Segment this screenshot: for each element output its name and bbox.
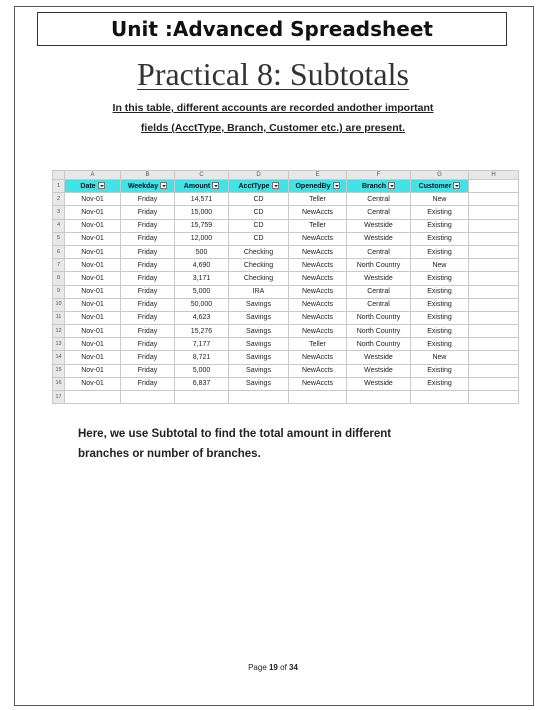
table-row	[53, 206, 519, 219]
empty-cell[interactable]	[469, 285, 519, 298]
data-cell[interactable]: Nov-01	[65, 364, 121, 377]
data-cell[interactable]: Nov-01	[65, 245, 121, 258]
data-cell[interactable]: Westside	[347, 219, 411, 232]
row-number-6[interactable]: 6	[53, 245, 65, 258]
row-number-11[interactable]: 11	[53, 311, 65, 324]
data-cell[interactable]: NewAccts	[289, 245, 347, 258]
data-cell[interactable]: NewAccts	[289, 285, 347, 298]
data-cell[interactable]: Existing	[411, 364, 469, 377]
data-cell[interactable]: CD	[229, 193, 289, 206]
data-cell[interactable]: NewAccts	[289, 364, 347, 377]
field-name: Amount	[183, 182, 211, 190]
data-cell[interactable]: Westside	[347, 351, 411, 364]
row-number-12[interactable]: 12	[53, 325, 65, 338]
field-name: Customer	[418, 182, 452, 190]
data-cell[interactable]: Nov-01	[65, 285, 121, 298]
field-header-cell[interactable]	[289, 180, 347, 193]
row-number-2[interactable]: 2	[53, 193, 65, 206]
data-cell[interactable]: Central	[347, 245, 411, 258]
data-cell[interactable]: Friday	[121, 364, 175, 377]
row-number-15[interactable]: 15	[53, 364, 65, 377]
field-header-cell[interactable]	[121, 180, 175, 193]
empty-cell[interactable]	[469, 180, 519, 193]
data-cell[interactable]: Friday	[121, 206, 175, 219]
data-cell[interactable]: 8,721	[175, 351, 229, 364]
table-row	[53, 377, 519, 390]
data-cell[interactable]: Friday	[121, 272, 175, 285]
data-cell[interactable]: North Country	[347, 338, 411, 351]
data-cell[interactable]: Friday	[121, 285, 175, 298]
data-cell[interactable]: New	[411, 193, 469, 206]
footer-total-pages: 34	[289, 663, 298, 672]
data-cell[interactable]: 5,000	[175, 285, 229, 298]
data-cell[interactable]: New	[411, 351, 469, 364]
table-row	[53, 311, 519, 324]
row-number-9[interactable]: 9	[53, 285, 65, 298]
data-cell[interactable]: Existing	[411, 219, 469, 232]
intro-text	[40, 98, 506, 138]
field-header-cell[interactable]	[65, 180, 121, 193]
filter-dropdown-icon[interactable]	[98, 182, 105, 189]
column-letter-e[interactable]: E	[289, 171, 347, 180]
data-cell[interactable]: Savings	[229, 351, 289, 364]
data-cell[interactable]: Nov-01	[65, 351, 121, 364]
data-cell[interactable]: NewAccts	[289, 298, 347, 311]
data-cell[interactable]: 3,171	[175, 272, 229, 285]
data-cell[interactable]: Friday	[121, 351, 175, 364]
row-number-4[interactable]: 4	[53, 219, 65, 232]
field-name: Branch	[361, 182, 387, 190]
field-name: OpenedBy	[295, 182, 331, 190]
data-cell[interactable]: NewAccts	[289, 272, 347, 285]
unit-title: Unit :Advanced Spreadsheet	[111, 17, 433, 41]
column-letter-h[interactable]: H	[469, 171, 519, 180]
data-cell[interactable]: IRA	[229, 285, 289, 298]
data-cell[interactable]: Savings	[229, 338, 289, 351]
data-cell[interactable]: NewAccts	[289, 259, 347, 272]
data-cell[interactable]: Central	[347, 298, 411, 311]
row-number-10[interactable]: 10	[53, 298, 65, 311]
description-line-1: Here, we use Subtotal to find the total amount in different	[78, 428, 392, 440]
column-letter-c[interactable]: C	[175, 171, 229, 180]
empty-cell[interactable]	[469, 219, 519, 232]
data-cell[interactable]: Existing	[411, 272, 469, 285]
table-row	[53, 193, 519, 206]
table-row	[53, 232, 519, 245]
data-cell[interactable]: Westside	[347, 272, 411, 285]
data-cell[interactable]: Friday	[121, 245, 175, 258]
data-cell[interactable]: 7,177	[175, 338, 229, 351]
data-cell[interactable]: 15,000	[175, 206, 229, 219]
empty-cell[interactable]	[469, 338, 519, 351]
column-letter-a[interactable]: A	[65, 171, 121, 180]
table-row	[53, 245, 519, 258]
empty-cell[interactable]	[175, 391, 229, 404]
data-cell[interactable]: Existing	[411, 325, 469, 338]
data-cell[interactable]: North Country	[347, 311, 411, 324]
data-cell[interactable]: Checking	[229, 272, 289, 285]
data-cell[interactable]: North Country	[347, 325, 411, 338]
data-cell[interactable]: Central	[347, 285, 411, 298]
data-cell[interactable]: NewAccts	[289, 325, 347, 338]
data-cell[interactable]: CD	[229, 232, 289, 245]
data-cell[interactable]: Nov-01	[65, 259, 121, 272]
data-cell[interactable]: New	[411, 259, 469, 272]
field-header-cell[interactable]	[229, 180, 289, 193]
row-number-8[interactable]: 8	[53, 272, 65, 285]
row-number-13[interactable]: 13	[53, 338, 65, 351]
field-name: Date	[80, 182, 96, 190]
table-row	[53, 259, 519, 272]
data-cell[interactable]: 50,000	[175, 298, 229, 311]
field-name: AcctType	[238, 182, 270, 190]
table-row	[53, 272, 519, 285]
empty-cell[interactable]	[469, 232, 519, 245]
table-row	[53, 325, 519, 338]
field-header-cell[interactable]	[347, 180, 411, 193]
field-header-row	[53, 180, 519, 193]
data-cell[interactable]: 5,000	[175, 364, 229, 377]
column-letter-g[interactable]: G	[411, 171, 469, 180]
data-cell[interactable]: Friday	[121, 193, 175, 206]
table-row	[53, 219, 519, 232]
table-row	[53, 338, 519, 351]
data-cell[interactable]: Friday	[121, 377, 175, 390]
unit-title-box	[37, 12, 507, 46]
empty-cell[interactable]	[229, 391, 289, 404]
data-cell[interactable]: Westside	[347, 364, 411, 377]
row-number-3[interactable]: 3	[53, 206, 65, 219]
data-cell[interactable]: Central	[347, 193, 411, 206]
data-cell[interactable]: Existing	[411, 298, 469, 311]
data-cell[interactable]: 4,623	[175, 311, 229, 324]
data-cell[interactable]: CD	[229, 206, 289, 219]
table-row	[53, 298, 519, 311]
data-cell[interactable]: Teller	[289, 219, 347, 232]
table-row	[53, 285, 519, 298]
data-cell[interactable]: CD	[229, 219, 289, 232]
data-cell[interactable]: Friday	[121, 232, 175, 245]
data-cell[interactable]: Friday	[121, 298, 175, 311]
row-number-17[interactable]: 17	[53, 391, 65, 404]
data-cell[interactable]: Friday	[121, 338, 175, 351]
data-cell[interactable]: 6,837	[175, 377, 229, 390]
empty-cell[interactable]	[347, 391, 411, 404]
row-number-1[interactable]: 1	[53, 180, 65, 193]
field-header-cell[interactable]	[175, 180, 229, 193]
filter-dropdown-icon[interactable]	[212, 182, 219, 189]
footer-page-number: 19	[268, 663, 278, 672]
empty-cell[interactable]	[469, 245, 519, 258]
row-number-5[interactable]: 5	[53, 232, 65, 245]
row-number-16[interactable]: 16	[53, 377, 65, 390]
data-cell[interactable]: NewAccts	[289, 351, 347, 364]
row-number-14[interactable]: 14	[53, 351, 65, 364]
empty-cell[interactable]	[289, 391, 347, 404]
field-name: Weekday	[127, 182, 159, 190]
column-header-row	[53, 171, 519, 180]
empty-cell[interactable]	[469, 391, 519, 404]
data-cell[interactable]: 14,571	[175, 193, 229, 206]
data-cell[interactable]: Nov-01	[65, 206, 121, 219]
data-cell[interactable]: Nov-01	[65, 311, 121, 324]
data-cell[interactable]: Savings	[229, 364, 289, 377]
data-cell[interactable]: Nov-01	[65, 338, 121, 351]
practical-title: Practical 8: Subtotals	[137, 56, 409, 92]
empty-cell[interactable]	[469, 298, 519, 311]
data-cell[interactable]: Nov-01	[65, 219, 121, 232]
filter-dropdown-icon[interactable]	[272, 182, 279, 189]
data-cell[interactable]: NewAccts	[289, 377, 347, 390]
data-cell[interactable]: 12,000	[175, 232, 229, 245]
filter-dropdown-icon[interactable]	[333, 182, 340, 189]
data-cell[interactable]: Nov-01	[65, 325, 121, 338]
page-footer	[0, 663, 546, 672]
description-line-2: branches or number of branches.	[78, 448, 261, 460]
data-cell[interactable]: Checking	[229, 259, 289, 272]
intro-line-2: fields (AcctType, Branch, Customer etc.) are present.	[140, 122, 406, 134]
data-cell[interactable]: Savings	[229, 377, 289, 390]
corner-cell[interactable]	[53, 171, 65, 180]
empty-cell[interactable]	[469, 311, 519, 324]
data-cell[interactable]: Existing	[411, 206, 469, 219]
data-cell[interactable]: Existing	[411, 311, 469, 324]
description-text	[78, 424, 448, 464]
data-cell[interactable]: Savings	[229, 311, 289, 324]
table-row	[53, 364, 519, 377]
data-cell[interactable]: Existing	[411, 338, 469, 351]
data-cell[interactable]: Westside	[347, 377, 411, 390]
data-cell[interactable]: Existing	[411, 377, 469, 390]
data-cell[interactable]: 15,759	[175, 219, 229, 232]
empty-cell[interactable]	[411, 391, 469, 404]
empty-cell[interactable]	[121, 391, 175, 404]
data-cell[interactable]: Checking	[229, 245, 289, 258]
column-letter-d[interactable]: D	[229, 171, 289, 180]
data-cell[interactable]: 500	[175, 245, 229, 258]
empty-row	[53, 391, 519, 404]
data-cell[interactable]: Friday	[121, 259, 175, 272]
empty-cell[interactable]	[469, 351, 519, 364]
empty-cell[interactable]	[469, 364, 519, 377]
data-cell[interactable]: Teller	[289, 193, 347, 206]
data-cell[interactable]: Nov-01	[65, 377, 121, 390]
row-number-7[interactable]: 7	[53, 259, 65, 272]
column-letter-f[interactable]: F	[347, 171, 411, 180]
filter-dropdown-icon[interactable]	[388, 182, 395, 189]
data-cell[interactable]: Nov-01	[65, 193, 121, 206]
data-cell[interactable]: Friday	[121, 311, 175, 324]
data-cell[interactable]: Westside	[347, 232, 411, 245]
data-cell[interactable]: NewAccts	[289, 311, 347, 324]
data-cell[interactable]: Friday	[121, 325, 175, 338]
filter-dropdown-icon[interactable]	[453, 182, 460, 189]
empty-cell[interactable]	[469, 193, 519, 206]
field-header-cell[interactable]	[411, 180, 469, 193]
data-cell[interactable]: 15,276	[175, 325, 229, 338]
spreadsheet-table	[52, 170, 519, 404]
empty-cell[interactable]	[65, 391, 121, 404]
data-cell[interactable]: NewAccts	[289, 232, 347, 245]
data-cell[interactable]: Friday	[121, 219, 175, 232]
data-cell[interactable]: Nov-01	[65, 272, 121, 285]
column-letter-b[interactable]: B	[121, 171, 175, 180]
data-cell[interactable]: Existing	[411, 285, 469, 298]
filter-dropdown-icon[interactable]	[160, 182, 167, 189]
data-cell[interactable]: Existing	[411, 245, 469, 258]
empty-cell[interactable]	[469, 272, 519, 285]
data-cell[interactable]: Existing	[411, 232, 469, 245]
intro-line-1: In this table, different accounts are recorded andother important	[112, 102, 434, 114]
empty-cell[interactable]	[469, 325, 519, 338]
data-cell[interactable]: North Country	[347, 259, 411, 272]
empty-cell[interactable]	[469, 377, 519, 390]
empty-cell[interactable]	[469, 259, 519, 272]
data-cell[interactable]: Teller	[289, 338, 347, 351]
data-cell[interactable]: Nov-01	[65, 298, 121, 311]
data-cell[interactable]: Savings	[229, 325, 289, 338]
data-cell[interactable]: Savings	[229, 298, 289, 311]
footer-prefix: Page	[248, 663, 269, 672]
data-cell[interactable]: 4,690	[175, 259, 229, 272]
empty-cell[interactable]	[469, 206, 519, 219]
table-row	[53, 351, 519, 364]
footer-of: of	[277, 663, 290, 672]
data-cell[interactable]: NewAccts	[289, 206, 347, 219]
data-cell[interactable]: Central	[347, 206, 411, 219]
data-cell[interactable]: Nov-01	[65, 232, 121, 245]
